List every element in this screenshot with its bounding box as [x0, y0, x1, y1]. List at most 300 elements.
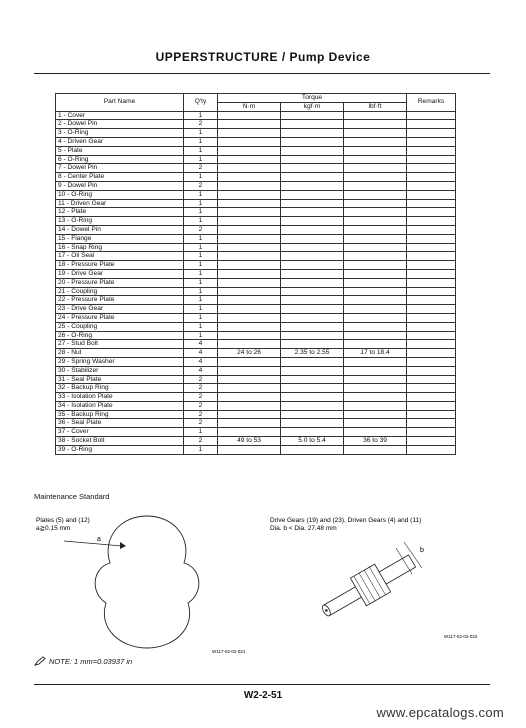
table-row [56, 393, 456, 402]
table-row [56, 129, 456, 138]
remarks-cell [407, 393, 456, 402]
torque-nm-cell [218, 296, 281, 305]
plate-figure [36, 516, 246, 654]
remarks-cell [407, 190, 456, 199]
torque-kgfm-cell [281, 234, 344, 243]
part-name-cell: 13 - O-Ring [56, 217, 184, 226]
torque-nm-cell [218, 331, 281, 340]
gear-drawing [316, 547, 420, 626]
qty-cell: 1 [184, 217, 218, 226]
qty-cell: 1 [184, 208, 218, 217]
table-row [56, 366, 456, 375]
part-name-cell: 7 - Dowel Pin [56, 164, 184, 173]
table-row [56, 375, 456, 384]
gears-label: Drive Gears (19) and (23), Driven Gears (4) and (11) [270, 517, 422, 524]
torque-nm-cell [218, 234, 281, 243]
part-name-cell: 29 - Spring Washer [56, 357, 184, 366]
table-row [56, 340, 456, 349]
remarks-cell [407, 305, 456, 314]
remarks-cell [407, 234, 456, 243]
torque-lbfft-cell [344, 181, 407, 190]
torque-kgfm-cell [281, 445, 344, 454]
qty-cell: 2 [184, 120, 218, 129]
table-row [56, 410, 456, 419]
torque-lbfft-cell [344, 366, 407, 375]
torque-kgfm-cell [281, 173, 344, 182]
col-kgfm: kgf·m [281, 102, 344, 111]
torque-lbfft-cell [344, 340, 407, 349]
torque-kgfm-cell: 5.0 to 5.4 [281, 437, 344, 446]
torque-kgfm-cell [281, 366, 344, 375]
qty-cell: 1 [184, 234, 218, 243]
dim-a-label: a [97, 536, 101, 543]
col-part-name: Part Name [56, 94, 184, 112]
qty-cell: 2 [184, 225, 218, 234]
torque-nm-cell [218, 164, 281, 173]
torque-kgfm-cell [281, 331, 344, 340]
torque-kgfm-cell [281, 357, 344, 366]
qty-cell: 4 [184, 349, 218, 358]
table-row [56, 243, 456, 252]
torque-kgfm-cell [281, 146, 344, 155]
table-row [56, 190, 456, 199]
remarks-cell [407, 384, 456, 393]
torque-nm-cell [218, 199, 281, 208]
qty-cell: 2 [184, 393, 218, 402]
qty-cell: 1 [184, 278, 218, 287]
qty-cell: 1 [184, 129, 218, 138]
torque-kgfm-cell [281, 120, 344, 129]
qty-cell: 2 [184, 181, 218, 190]
remarks-cell [407, 269, 456, 278]
torque-nm-cell [218, 278, 281, 287]
qty-cell: 1 [184, 445, 218, 454]
torque-nm-cell [218, 445, 281, 454]
col-qty: Q'ty [184, 94, 218, 112]
table-row [56, 120, 456, 129]
part-name-cell: 21 - Coupling [56, 287, 184, 296]
torque-nm-cell: 49 to 53 [218, 437, 281, 446]
table-row [56, 155, 456, 164]
remarks-cell [407, 437, 456, 446]
torque-lbfft-cell [344, 155, 407, 164]
col-remarks: Remarks [407, 94, 456, 112]
remarks-cell [407, 181, 456, 190]
maintenance-figures [34, 508, 494, 658]
torque-nm-cell [218, 137, 281, 146]
torque-kgfm-cell [281, 261, 344, 270]
qty-cell: 1 [184, 287, 218, 296]
torque-nm-cell [218, 225, 281, 234]
remarks-cell [407, 313, 456, 322]
bottom-divider [34, 684, 490, 685]
table-row [56, 278, 456, 287]
torque-lbfft-cell [344, 120, 407, 129]
torque-nm-cell [218, 322, 281, 331]
torque-kgfm-cell [281, 181, 344, 190]
torque-kgfm-cell [281, 164, 344, 173]
part-name-cell: 22 - Pressure Plate [56, 296, 184, 305]
remarks-cell [407, 120, 456, 129]
torque-kgfm-cell [281, 313, 344, 322]
table-row [56, 208, 456, 217]
remarks-cell [407, 296, 456, 305]
torque-kgfm-cell [281, 305, 344, 314]
part-name-cell: 32 - Backup Ring [56, 384, 184, 393]
remarks-cell [407, 445, 456, 454]
fig1-code: W117-02-02-021 [212, 649, 246, 654]
part-name-cell: 27 - Stud Bolt [56, 340, 184, 349]
table-row [56, 419, 456, 428]
part-name-cell: 35 - Backup Ring [56, 410, 184, 419]
qty-cell: 2 [184, 437, 218, 446]
part-name-cell: 12 - Plate [56, 208, 184, 217]
qty-cell: 1 [184, 269, 218, 278]
part-name-cell: 17 - Oil Seal [56, 252, 184, 261]
torque-lbfft-cell [344, 217, 407, 226]
torque-kgfm-cell [281, 190, 344, 199]
torque-lbfft-cell [344, 278, 407, 287]
torque-kgfm-cell [281, 428, 344, 437]
table-row [56, 111, 456, 120]
remarks-cell [407, 137, 456, 146]
torque-lbfft-cell [344, 190, 407, 199]
remarks-cell [407, 225, 456, 234]
torque-kgfm-cell [281, 410, 344, 419]
torque-kgfm-cell [281, 322, 344, 331]
qty-cell: 1 [184, 137, 218, 146]
part-name-cell: 4 - Driven Gear [56, 137, 184, 146]
qty-cell: 2 [184, 419, 218, 428]
torque-lbfft-cell [344, 234, 407, 243]
qty-cell: 1 [184, 243, 218, 252]
torque-kgfm-cell [281, 393, 344, 402]
torque-kgfm-cell [281, 287, 344, 296]
table-row [56, 217, 456, 226]
part-name-cell: 26 - O-Ring [56, 331, 184, 340]
part-name-cell: 8 - Center Plate [56, 173, 184, 182]
remarks-cell [407, 155, 456, 164]
remarks-cell [407, 349, 456, 358]
torque-nm-cell [218, 111, 281, 120]
part-name-cell: 15 - Flange [56, 234, 184, 243]
torque-lbfft-cell: 17 to 18.4 [344, 349, 407, 358]
qty-cell: 2 [184, 401, 218, 410]
plate-outline [95, 516, 199, 648]
col-lbfft: lbf·ft [344, 102, 407, 111]
torque-lbfft-cell [344, 384, 407, 393]
qty-cell: 2 [184, 410, 218, 419]
qty-cell: 1 [184, 296, 218, 305]
table-row [56, 199, 456, 208]
col-nm: N·m [218, 102, 281, 111]
torque-lbfft-cell [344, 208, 407, 217]
qty-cell: 1 [184, 146, 218, 155]
part-name-cell: 2 - Dowel Pin [56, 120, 184, 129]
parts-table [55, 93, 456, 455]
torque-nm-cell [218, 375, 281, 384]
qty-cell: 1 [184, 190, 218, 199]
remarks-cell [407, 146, 456, 155]
torque-nm-cell [218, 120, 281, 129]
torque-kgfm-cell [281, 340, 344, 349]
torque-lbfft-cell [344, 445, 407, 454]
plates-spec: a≧0.15 mm [36, 525, 71, 532]
torque-lbfft-cell [344, 287, 407, 296]
part-name-cell: 37 - Cover [56, 428, 184, 437]
torque-lbfft-cell [344, 199, 407, 208]
part-name-cell: 31 - Seal Plate [56, 375, 184, 384]
torque-nm-cell [218, 419, 281, 428]
part-name-cell: 10 - O-Ring [56, 190, 184, 199]
torque-nm-cell [218, 384, 281, 393]
qty-cell: 1 [184, 111, 218, 120]
part-name-cell: 5 - Plate [56, 146, 184, 155]
torque-lbfft-cell [344, 313, 407, 322]
remarks-cell [407, 243, 456, 252]
part-name-cell: 30 - Stabilizer [56, 366, 184, 375]
torque-lbfft-cell [344, 296, 407, 305]
part-name-cell: 36 - Seal Plate [56, 419, 184, 428]
remarks-cell [407, 217, 456, 226]
torque-lbfft-cell [344, 331, 407, 340]
torque-lbfft-cell [344, 410, 407, 419]
qty-cell: 2 [184, 384, 218, 393]
dim-b-label: b [420, 547, 424, 554]
part-name-cell: 3 - O-Ring [56, 129, 184, 138]
remarks-cell [407, 375, 456, 384]
part-name-cell: 25 - Coupling [56, 322, 184, 331]
remarks-cell [407, 278, 456, 287]
part-name-cell: 19 - Drive Gear [56, 269, 184, 278]
qty-cell: 1 [184, 331, 218, 340]
torque-nm-cell [218, 129, 281, 138]
torque-nm-cell [218, 357, 281, 366]
torque-kgfm-cell [281, 401, 344, 410]
part-name-cell: 39 - O-Ring [56, 445, 184, 454]
remarks-cell [407, 410, 456, 419]
table-row [56, 357, 456, 366]
table-row [56, 349, 456, 358]
torque-nm-cell [218, 190, 281, 199]
torque-lbfft-cell [344, 129, 407, 138]
remarks-cell [407, 428, 456, 437]
part-name-cell: 6 - O-Ring [56, 155, 184, 164]
fig2-code: W117-02-02-022 [444, 634, 478, 639]
torque-nm-cell [218, 269, 281, 278]
torque-nm-cell [218, 287, 281, 296]
remarks-cell [407, 287, 456, 296]
table-row [56, 269, 456, 278]
torque-nm-cell [218, 155, 281, 164]
torque-kgfm-cell [281, 208, 344, 217]
qty-cell: 1 [184, 261, 218, 270]
torque-nm-cell [218, 252, 281, 261]
plates-label: Plates (5) and (12) [36, 517, 90, 524]
torque-nm-cell: 24 to 26 [218, 349, 281, 358]
remarks-cell [407, 261, 456, 270]
qty-cell: 1 [184, 428, 218, 437]
torque-nm-cell [218, 243, 281, 252]
torque-kgfm-cell [281, 217, 344, 226]
torque-nm-cell [218, 217, 281, 226]
note-text: NOTE: 1 mm=0.03937 in [49, 656, 133, 666]
torque-lbfft-cell [344, 225, 407, 234]
torque-lbfft-cell [344, 164, 407, 173]
table-row [56, 445, 456, 454]
table-row [56, 296, 456, 305]
part-name-cell: 33 - Isolation Plate [56, 393, 184, 402]
qty-cell: 1 [184, 252, 218, 261]
part-name-cell: 16 - Snap Ring [56, 243, 184, 252]
torque-lbfft-cell [344, 261, 407, 270]
part-name-cell: 28 - Nut [56, 349, 184, 358]
torque-nm-cell [218, 305, 281, 314]
part-name-cell: 24 - Pressure Plate [56, 313, 184, 322]
remarks-cell [407, 164, 456, 173]
table-row [56, 234, 456, 243]
torque-kgfm-cell [281, 111, 344, 120]
part-name-cell: 9 - Dowel Pin [56, 181, 184, 190]
torque-lbfft-cell [344, 419, 407, 428]
table-row [56, 384, 456, 393]
torque-nm-cell [218, 208, 281, 217]
remarks-cell [407, 129, 456, 138]
qty-cell: 2 [184, 375, 218, 384]
remarks-cell [407, 401, 456, 410]
qty-cell: 4 [184, 366, 218, 375]
qty-cell: 4 [184, 357, 218, 366]
table-row [56, 252, 456, 261]
table-row [56, 164, 456, 173]
table-row [56, 146, 456, 155]
torque-lbfft-cell [344, 322, 407, 331]
table-row [56, 401, 456, 410]
part-name-cell: 18 - Pressure Plate [56, 261, 184, 270]
torque-kgfm-cell [281, 252, 344, 261]
table-row [56, 437, 456, 446]
torque-kgfm-cell [281, 129, 344, 138]
table-row [56, 137, 456, 146]
table-row [56, 428, 456, 437]
remarks-cell [407, 111, 456, 120]
top-divider [34, 73, 490, 74]
qty-cell: 4 [184, 340, 218, 349]
remarks-cell [407, 340, 456, 349]
torque-kgfm-cell [281, 419, 344, 428]
torque-nm-cell [218, 401, 281, 410]
torque-nm-cell [218, 428, 281, 437]
torque-kgfm-cell [281, 278, 344, 287]
torque-lbfft-cell [344, 357, 407, 366]
torque-lbfft-cell [344, 137, 407, 146]
note [34, 656, 132, 666]
torque-lbfft-cell [344, 401, 407, 410]
qty-cell: 1 [184, 313, 218, 322]
torque-kgfm-cell [281, 137, 344, 146]
torque-nm-cell [218, 146, 281, 155]
torque-nm-cell [218, 366, 281, 375]
part-name-cell: 23 - Drive Gear [56, 305, 184, 314]
torque-kgfm-cell [281, 199, 344, 208]
torque-lbfft-cell [344, 428, 407, 437]
part-name-cell: 38 - Socket Bolt [56, 437, 184, 446]
table-row [56, 173, 456, 182]
col-torque: Torque [218, 94, 407, 103]
torque-kgfm-cell [281, 269, 344, 278]
part-name-cell: 1 - Cover [56, 111, 184, 120]
torque-lbfft-cell [344, 146, 407, 155]
torque-nm-cell [218, 393, 281, 402]
page-number: W2-2-51 [243, 690, 283, 701]
page-title: UPPERSTRUCTURE / Pump Device [155, 50, 371, 64]
torque-lbfft-cell [344, 111, 407, 120]
remarks-cell [407, 366, 456, 375]
maintenance-heading: Maintenance Standard [34, 492, 110, 501]
torque-kgfm-cell [281, 296, 344, 305]
part-name-cell: 14 - Dowel Pin [56, 225, 184, 234]
remarks-cell [407, 331, 456, 340]
torque-lbfft-cell [344, 269, 407, 278]
torque-nm-cell [218, 340, 281, 349]
qty-cell: 1 [184, 322, 218, 331]
remarks-cell [407, 322, 456, 331]
table-row [56, 313, 456, 322]
table-row [56, 287, 456, 296]
qty-cell: 2 [184, 164, 218, 173]
torque-kgfm-cell [281, 375, 344, 384]
pencil-icon [34, 656, 46, 666]
part-name-cell: 20 - Pressure Plate [56, 278, 184, 287]
torque-lbfft-cell [344, 252, 407, 261]
table-row [56, 331, 456, 340]
gear-figure [270, 517, 478, 639]
remarks-cell [407, 357, 456, 366]
remarks-cell [407, 208, 456, 217]
remarks-cell [407, 173, 456, 182]
torque-nm-cell [218, 181, 281, 190]
qty-cell: 1 [184, 173, 218, 182]
torque-nm-cell [218, 173, 281, 182]
qty-cell: 1 [184, 199, 218, 208]
remarks-cell [407, 252, 456, 261]
table-row [56, 225, 456, 234]
torque-kgfm-cell [281, 155, 344, 164]
torque-lbfft-cell: 36 to 39 [344, 437, 407, 446]
torque-kgfm-cell [281, 225, 344, 234]
remarks-cell [407, 419, 456, 428]
table-row [56, 322, 456, 331]
torque-kgfm-cell [281, 384, 344, 393]
table-row [56, 181, 456, 190]
parts-table-body [56, 111, 456, 454]
torque-kgfm-cell: 2.35 to 2.55 [281, 349, 344, 358]
gears-spec: Dia. b < Dia. 27.48 mm [270, 525, 337, 532]
torque-lbfft-cell [344, 243, 407, 252]
part-name-cell: 34 - Isolation Plate [56, 401, 184, 410]
table-row [56, 305, 456, 314]
torque-lbfft-cell [344, 173, 407, 182]
table-row [56, 261, 456, 270]
torque-nm-cell [218, 313, 281, 322]
part-name-cell: 11 - Driven Gear [56, 199, 184, 208]
qty-cell: 1 [184, 305, 218, 314]
torque-lbfft-cell [344, 375, 407, 384]
watermark: www.epcatalogs.com [376, 705, 504, 720]
torque-nm-cell [218, 410, 281, 419]
remarks-cell [407, 199, 456, 208]
torque-nm-cell [218, 261, 281, 270]
